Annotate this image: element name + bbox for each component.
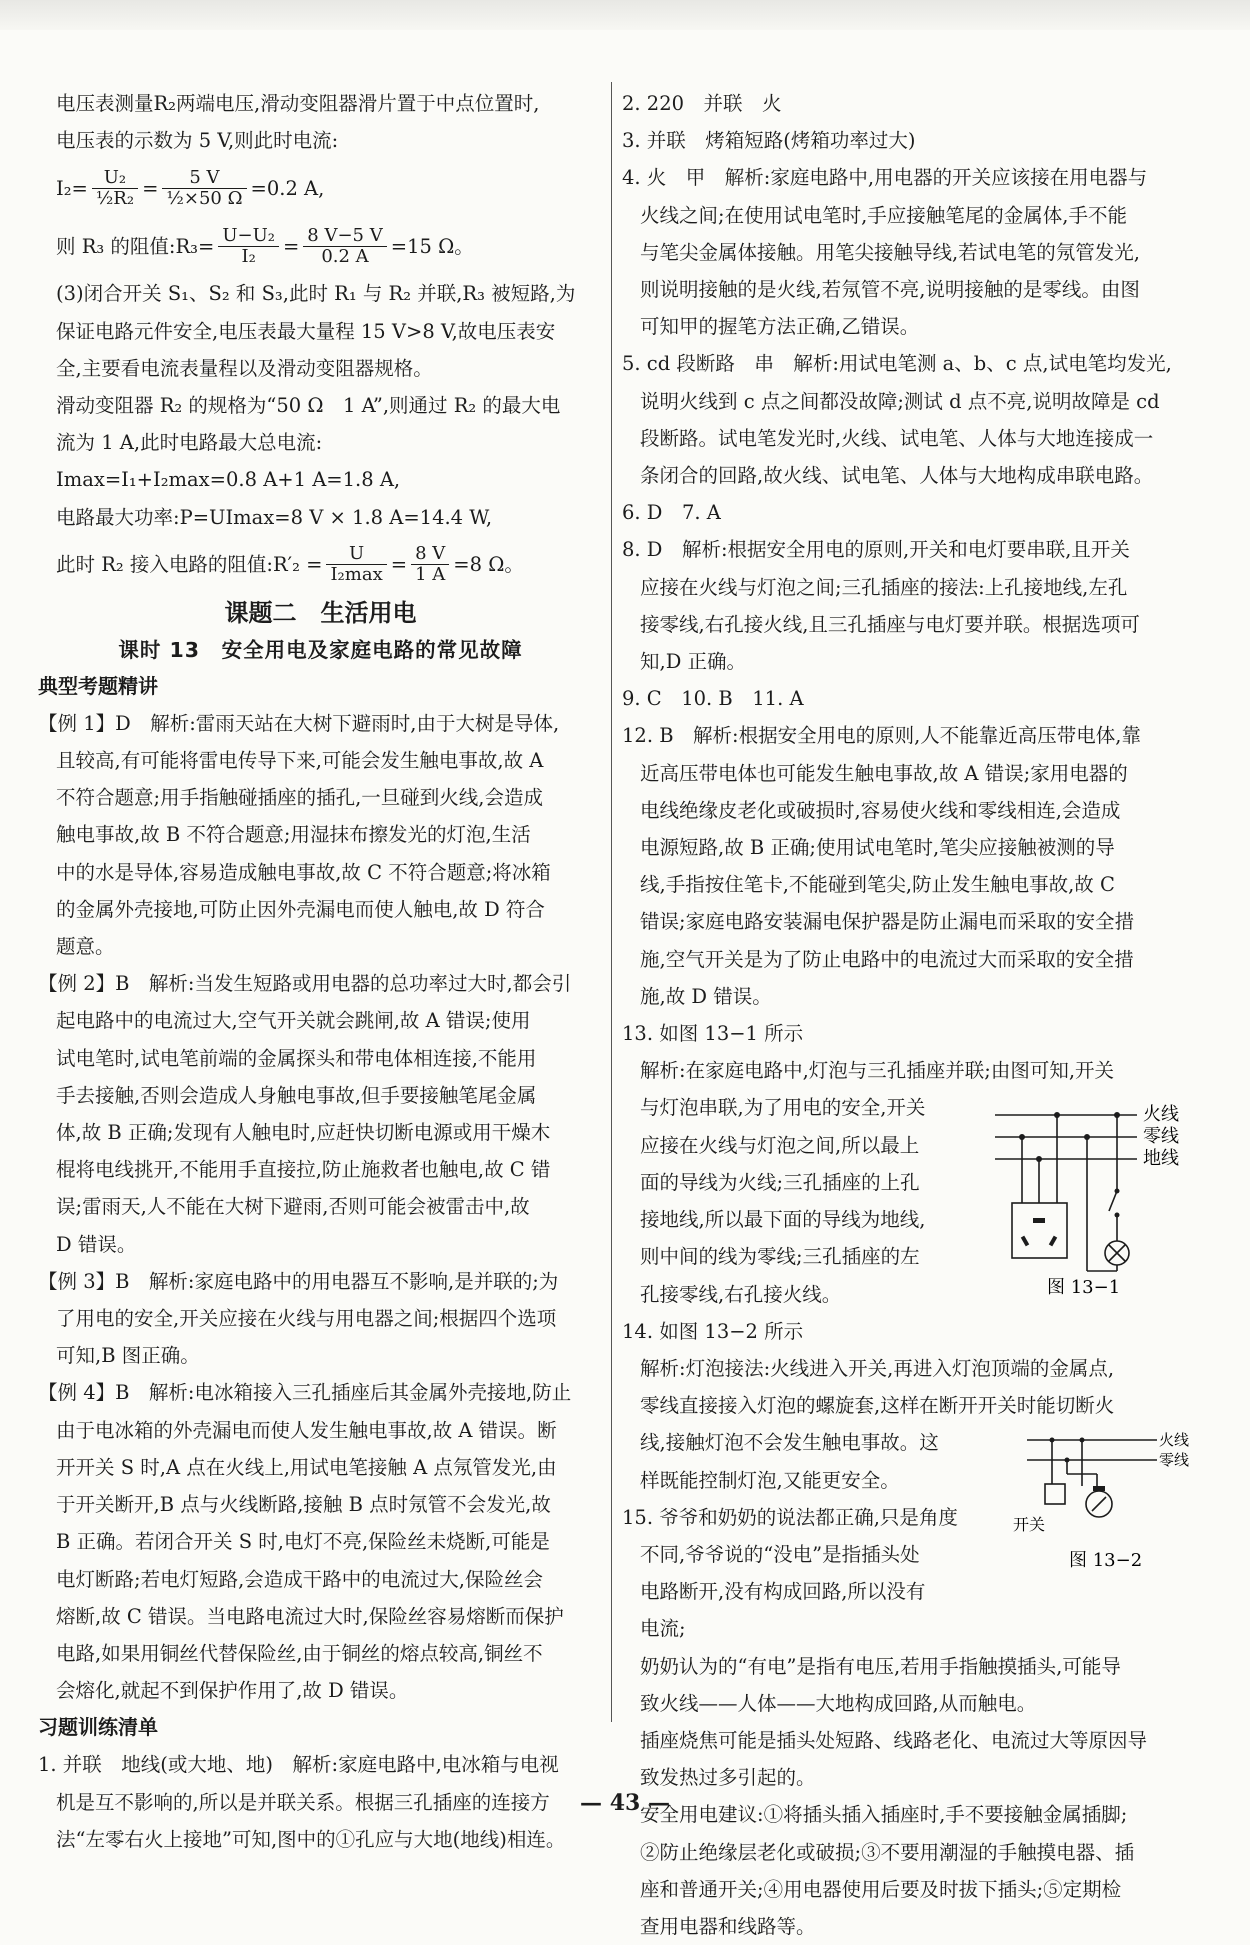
answer-3: 3. 并联 烤箱短路(烤箱功率过大) (622, 129, 916, 153)
text-line: 接地线,所以最下面的导线为地线, (640, 1208, 926, 1232)
text-line: 1. 并联 地线(或大地、地) 解析:家庭电路中,电冰箱与电视 (38, 1753, 559, 1777)
eq-rhs: =15 Ω。 (390, 234, 474, 258)
text-line: 试电笔时,试电笔前端的金属探头和带电体相连接,不能用 (56, 1046, 537, 1070)
text-line: 题意。 (56, 935, 115, 959)
label-neutral: 零线 (1159, 1451, 1190, 1470)
fraction (162, 168, 246, 209)
answer-2: 2. 220 并联 火 (622, 92, 782, 115)
text-line: 解析:灯泡接法:火线进入开关,再进入灯泡顶端的金属点, (640, 1356, 1115, 1380)
text-line: 5. cd 段断路 串 解析:用试电笔测 a、b、c 点,试电笔均发光, (622, 352, 1172, 376)
figure-caption: 图 13−1 (1047, 1277, 1121, 1299)
text-line: 安全用电建议:①将插头插入插座时,手不要接触金属插脚; (640, 1803, 1128, 1827)
text-line: 致火线——人体——大地构成回路,从而触电。 (640, 1691, 1037, 1715)
circuit-diagram-13-1 (987, 1093, 1207, 1303)
fraction (303, 226, 386, 267)
text-line: 滑动变阻器 R₂ 的规格为“50 Ω 1 A”,则通过 R₂ 的最大电 (56, 394, 561, 418)
equals: = (282, 234, 300, 258)
answer-14-head: 14. 如图 13−2 所示 (622, 1319, 804, 1343)
eq-rhs: =8 Ω。 (453, 553, 524, 577)
eq-rhs: =0.2 A, (250, 176, 325, 200)
figure-13-1 (987, 1093, 1207, 1303)
text-line: 接零线,右孔接火线,且三孔插座与电灯要并联。根据选项可 (640, 612, 1140, 636)
text-line: 【例 2】B 解析:当发生短路或用电器的总功率过大时,都会引 (38, 972, 572, 996)
label-ground: 地线 (1143, 1148, 1179, 1170)
denominator: 1 A (415, 564, 446, 586)
text-line: 面的导线为火线;三孔插座的上孔 (640, 1170, 920, 1194)
text-line: 孔接零线,右孔接火线。 (640, 1282, 842, 1306)
column-divider (611, 82, 612, 1722)
text-line: 【例 4】B 解析:电冰箱接入三孔插座后其金属外壳接地,防止 (38, 1381, 572, 1405)
equation-current (38, 159, 603, 217)
text-line: 电压表测量R₂两端电压,滑动变阻器滑片置于中点位置时, (56, 92, 540, 115)
fraction (326, 544, 386, 585)
figure-13-2 (1007, 1426, 1207, 1576)
label-live: 火线 (1143, 1104, 1179, 1126)
text-line: 零线直接接入灯泡的螺旋套,这样在断开开关时能切断火 (640, 1394, 1115, 1418)
text-line: 体,故 B 正确;发现有人触电时,应赶快切断电源或用干燥木 (56, 1121, 551, 1145)
section-heading: 典型考题精讲 (38, 673, 158, 698)
lesson-title: 课时 13 安全用电及家庭电路的常见故障 (118, 637, 523, 662)
text-line: 电路最大功率:P=UImax=8 V × 1.8 A=14.4 W, (56, 505, 493, 529)
text-line: 火线之间;在使用试电笔时,手应接触笔尾的金属体,手不能 (640, 203, 1127, 227)
answer-6-7: 6. D 7. A (622, 501, 721, 525)
denominator: I₂ (241, 245, 256, 267)
text-line: 近高压带电体也可能发生触电事故,故 A 错误;家用电器的 (640, 761, 1128, 785)
numerator: U−U₂ (218, 226, 279, 247)
text-line: 电路,如果用铜丝代替保险丝,由于铜丝的熔点较高,铜丝不 (56, 1641, 543, 1665)
text-line: 样既能控制灯泡,又能更安全。 (640, 1468, 900, 1492)
text-line: 的金属外壳接地,可防止因外壳漏电而使人触电,故 D 符合 (56, 897, 545, 921)
figure-caption: 图 13−2 (1069, 1550, 1143, 1572)
text-line: 机是互不影响的,所以是并联关系。根据三孔插座的连接方 (56, 1790, 550, 1814)
text-line: 错误;家庭电路安装漏电保护器是防止漏电而采取的安全措 (640, 910, 1135, 934)
text-line: 了用电的安全,开关应接在火线与用电器之间;根据四个选项 (56, 1307, 557, 1331)
numerator: U (326, 544, 386, 565)
circuit-diagram-13-2 (1007, 1426, 1207, 1576)
page-number: — 43 — (580, 1790, 670, 1816)
text-line: 熔断,故 C 错误。当电路电流过大时,保险丝容易熔断而保护 (56, 1604, 564, 1628)
text-line: 4. 火 甲 解析:家庭电路中,用电器的开关应该接在用电器与 (622, 166, 1148, 190)
text-line: 可知,B 图正确。 (56, 1344, 200, 1368)
label-live: 火线 (1159, 1431, 1190, 1450)
fraction (92, 168, 138, 209)
right-column (622, 85, 1207, 1945)
eq-lhs: 此时 R₂ 接入电路的阻值:R′₂ = (56, 553, 323, 577)
denominator: 0.2 A (321, 245, 369, 267)
text-line: 条闭合的回路,故火线、试电笔、人体与大地构成串联电路。 (640, 464, 1154, 488)
text-line: 起电路中的电流过大,空气开关就会跳闸,故 A 错误;使用 (56, 1009, 531, 1033)
text-line: 知,D 正确。 (640, 650, 747, 674)
numerator: U₂ (92, 168, 138, 189)
text-line: 会熔化,就起不到保护作用了,故 D 错误。 (56, 1679, 409, 1703)
text-line: 应接在火线与灯泡之间;三孔插座的接法:上孔接地线,左孔 (640, 575, 1128, 599)
numerator: 5 V (162, 168, 246, 189)
text-line: 线,手指按住笔卡,不能碰到笔尖,防止发生触电事故,故 C (640, 873, 1115, 897)
text-line: 插座烧焦可能是插头处短路、线路老化、电流过大等原因导 (640, 1728, 1148, 1752)
text-line: 手去接触,否则会造成人身触电事故,但手要接触笔尾金属 (56, 1083, 537, 1107)
text-line: ②防止绝缘层老化或破损;③不要用潮湿的手触摸电器、插 (640, 1840, 1135, 1864)
text-line: 施,空气开关是为了防止电路中的电流过大而采取的安全措 (640, 947, 1134, 971)
eq-lhs: I₂= (56, 176, 88, 200)
text-line: 致发热过多引起的。 (640, 1766, 816, 1790)
text-line: 电流; (640, 1617, 686, 1641)
equation-r2prime (38, 536, 603, 594)
text-line: 线,接触灯泡不会发生触电事故。这 (640, 1431, 939, 1455)
text-line: 法“左零右火上接地”可知,图中的①孔应与大地(地线)相连。 (56, 1827, 566, 1851)
text-line: 段断路。试电笔发光时,火线、试电笔、人体与大地连接成一 (640, 426, 1154, 450)
text-line: 说明火线到 c 点之间都没故障;测试 d 点不亮,说明故障是 cd (640, 389, 1160, 413)
denominator: ½×50 Ω (166, 187, 243, 209)
text-line: 电路断开,没有构成回路,所以没有 (640, 1580, 926, 1604)
text-line: 查用电器和线路等。 (640, 1914, 816, 1938)
text-line: 施,故 D 错误。 (640, 984, 772, 1008)
text-line: 电源短路,故 B 正确;使用试电笔时,笔尖应接触被测的导 (640, 836, 1115, 860)
fraction (411, 544, 449, 585)
text-line: 电线绝缘皮老化或破损时,容易使火线和零线相连,会造成 (640, 798, 1121, 822)
answer-9-11: 9. C 10. B 11. A (622, 687, 804, 711)
eq-lhs: 则 R₃ 的阻值:R₃= (56, 234, 215, 258)
text-line: 中的水是导体,容易造成触电事故,故 C 不符合题意;将冰箱 (56, 860, 551, 884)
text-line: 奶奶认为的“有电”是指有电压,若用手指触摸插头,可能导 (640, 1654, 1121, 1678)
topic-title: 课题二 生活用电 (224, 598, 417, 627)
text-line: 流为 1 A,此时电路最大总电流: (56, 431, 323, 455)
label-switch: 开关 (1013, 1515, 1046, 1535)
text-line: 【例 3】B 解析:家庭电路中的用电器互不影响,是并联的;为 (38, 1269, 559, 1293)
text-line: 则说明接触的是火线,若氖管不亮,说明接触的是零线。由图 (640, 278, 1140, 302)
text-line: 电灯断路;若电灯短路,会造成干路中的电流过大,保险丝会 (56, 1567, 543, 1591)
text-line: D 错误。 (56, 1232, 137, 1256)
text-line: B 正确。若闭合开关 S 时,电灯不亮,保险丝未烧断,可能是 (56, 1530, 550, 1554)
text-line: 与灯泡串联,为了用电的安全,开关 (640, 1096, 926, 1120)
equals: = (390, 553, 408, 577)
section-heading: 习题训练清单 (38, 1715, 158, 1740)
text-line: (3)闭合开关 S₁、S₂ 和 S₃,此时 R₁ 与 R₂ 并联,R₃ 被短路,为 (56, 282, 576, 306)
equation-r3 (38, 217, 603, 275)
text-line: 且较高,有可能将雷电传导下来,可能会发生触电事故,故 A (56, 749, 544, 773)
text-line: 保证电路元件安全,电压表最大量程 15 V>8 V,故电压表安 (56, 319, 556, 343)
text-line: 于开关断开,B 点与火线断路,接触 B 点时氖管不会发光,故 (56, 1493, 551, 1517)
text-line: Imax=I₁+I₂max=0.8 A+1 A=1.8 A, (56, 468, 401, 492)
text-line: 座和普通开关;④用电器使用后要及时拔下插头;⑤定期检 (640, 1877, 1122, 1901)
left-column (38, 85, 603, 1858)
text-line: 应接在火线与灯泡之间,所以最上 (640, 1133, 920, 1157)
text-line: 开开关 S 时,A 点在火线上,用试电笔接触 A 点氖管发光,由 (56, 1455, 557, 1479)
text-line: 与笔尖金属体接触。用笔尖接触导线,若试电笔的氖管发光, (640, 240, 1140, 264)
text-line: 全,主要看电流表量程以及滑动变阻器规格。 (56, 356, 433, 380)
scan-top-band (0, 0, 1250, 30)
text-line: 可知甲的握笔方法正确,乙错误。 (640, 315, 920, 339)
text-line: 不同,爷爷说的“没电”是指插头处 (640, 1542, 920, 1566)
answer-13-head: 13. 如图 13−1 所示 (622, 1022, 804, 1046)
denominator: I₂max (330, 564, 383, 586)
text-line: 8. D 解析:根据安全用电的原则,开关和电灯要串联,且开关 (622, 538, 1130, 562)
text-line: 15. 爷爷和奶奶的说法都正确,只是角度 (622, 1505, 958, 1529)
text-line: 不符合题意;用手指触碰插座的插孔,一旦碰到火线,会造成 (56, 786, 543, 810)
text-line: 电压表的示数为 5 V,则此时电流: (56, 129, 339, 153)
text-line: 解析:在家庭电路中,灯泡与三孔插座并联;由图可知,开关 (640, 1059, 1115, 1083)
text-line: 棍将电线挑开,不能用手直接拉,防止施救者也触电,故 C 错 (56, 1158, 551, 1182)
text-line: 触电事故,故 B 不符合题意;用湿抹布擦发光的灯泡,生活 (56, 823, 531, 847)
text-line: 【例 1】D 解析:雷雨天站在大树下避雨时,由于大树是导体, (38, 711, 560, 735)
equals: = (142, 176, 159, 200)
denominator: ½R₂ (95, 187, 135, 209)
text-line: 由于电冰箱的外壳漏电而使人发生触电事故,故 A 错误。断 (56, 1418, 557, 1442)
text-line: 误;雷雨天,人不能在大树下避雨,否则可能会被雷击中,故 (56, 1195, 530, 1219)
numerator: 8 V−5 V (303, 226, 386, 247)
numerator: 8 V (411, 544, 449, 565)
text-line: 则中间的线为零线;三孔插座的左 (640, 1245, 920, 1269)
fraction (218, 226, 279, 267)
label-neutral: 零线 (1143, 1126, 1179, 1148)
text-line: 12. B 解析:根据安全用电的原则,人不能靠近高压带电体,靠 (622, 724, 1142, 748)
